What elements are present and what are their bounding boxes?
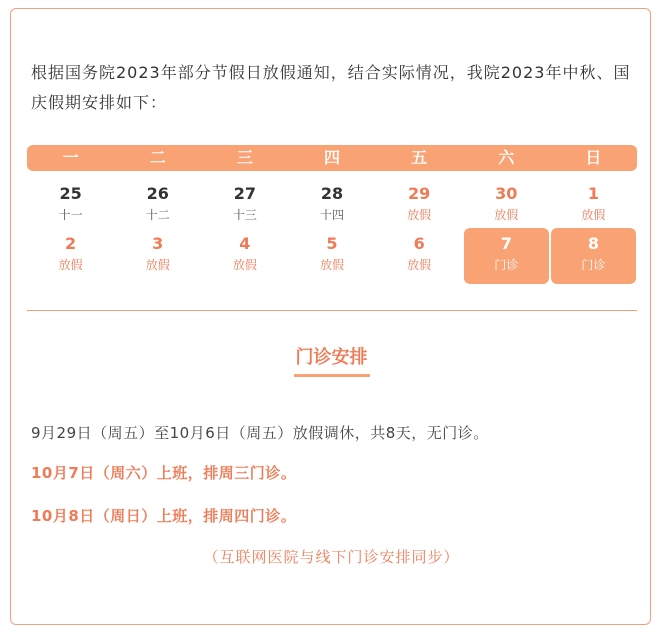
day-label: 放假 (319, 258, 344, 272)
day-number: 5 (326, 234, 338, 253)
day-number: 30 (495, 184, 518, 203)
calendar-weekday-header (27, 145, 637, 171)
day-number: 3 (152, 234, 164, 253)
weekday-sun: 日 (585, 148, 602, 167)
day-number: 28 (320, 184, 344, 203)
day-label: 放假 (58, 258, 83, 272)
day-label: 放假 (494, 208, 519, 222)
day-label: 十一 (58, 208, 83, 222)
calendar-day-holiday (377, 228, 462, 282)
day-label: 门诊 (581, 258, 606, 272)
saturday-clinic-line: 10月7日（周六）上班，排周三门诊。 (31, 464, 297, 482)
calendar-day-holiday (115, 228, 200, 282)
day-label: 十二 (145, 208, 170, 222)
weekday-wed: 三 (236, 148, 253, 167)
day-label: 放假 (407, 258, 432, 272)
day-label: 十三 (232, 208, 257, 222)
calendar-day-clinic (464, 228, 549, 284)
day-number: 6 (413, 234, 425, 253)
section-divider (27, 310, 637, 311)
day-number: 26 (146, 184, 169, 203)
intro-paragraph: 根据国务院2023年部分节假日放假通知，结合实际情况，我院2023年中秋、国庆假期安排如下： (31, 63, 631, 112)
day-label: 门诊 (494, 258, 519, 272)
calendar-day-holiday (377, 178, 462, 232)
section-title: 门诊安排 (294, 345, 370, 377)
day-number: 1 (587, 184, 599, 203)
calendar-day-holiday (551, 178, 636, 232)
calendar-week-1 (27, 178, 637, 232)
calendar-day (115, 178, 200, 232)
calendar-day-holiday (202, 228, 287, 282)
sunday-clinic-line: 10月8日（周日）上班，排周四门诊。 (31, 507, 297, 525)
day-label: 放假 (145, 258, 170, 272)
day-number: 2 (65, 234, 77, 253)
calendar-day-clinic (551, 228, 636, 284)
weekday-tue: 二 (149, 148, 166, 167)
day-label: 放假 (581, 208, 606, 222)
section-heading (0, 345, 663, 377)
calendar-day (289, 178, 374, 232)
calendar-day-holiday (28, 228, 113, 282)
calendar-day-holiday (289, 228, 374, 282)
day-number: 27 (233, 184, 256, 203)
internet-hospital-note: （互联网医院与线下门诊安排同步） (203, 548, 460, 566)
day-number: 29 (408, 184, 431, 203)
calendar-day-holiday (464, 178, 549, 232)
day-number: 4 (239, 234, 251, 253)
day-number: 7 (500, 234, 512, 253)
calendar-day (202, 178, 287, 232)
day-number: 8 (587, 234, 599, 253)
day-label: 放假 (232, 258, 257, 272)
calendar-week-2 (27, 228, 637, 282)
calendar-day (28, 178, 113, 232)
day-label: 放假 (407, 208, 432, 222)
weekday-thu: 四 (323, 148, 340, 167)
holiday-schedule-line: 9月29日（周五）至10月6日（周五）放假调休，共8天，无门诊。 (31, 424, 489, 442)
day-number: 25 (59, 184, 82, 203)
weekday-fri: 五 (411, 148, 428, 167)
weekday-sat: 六 (498, 148, 515, 167)
day-label: 十四 (319, 208, 344, 222)
weekday-mon: 一 (62, 148, 79, 167)
